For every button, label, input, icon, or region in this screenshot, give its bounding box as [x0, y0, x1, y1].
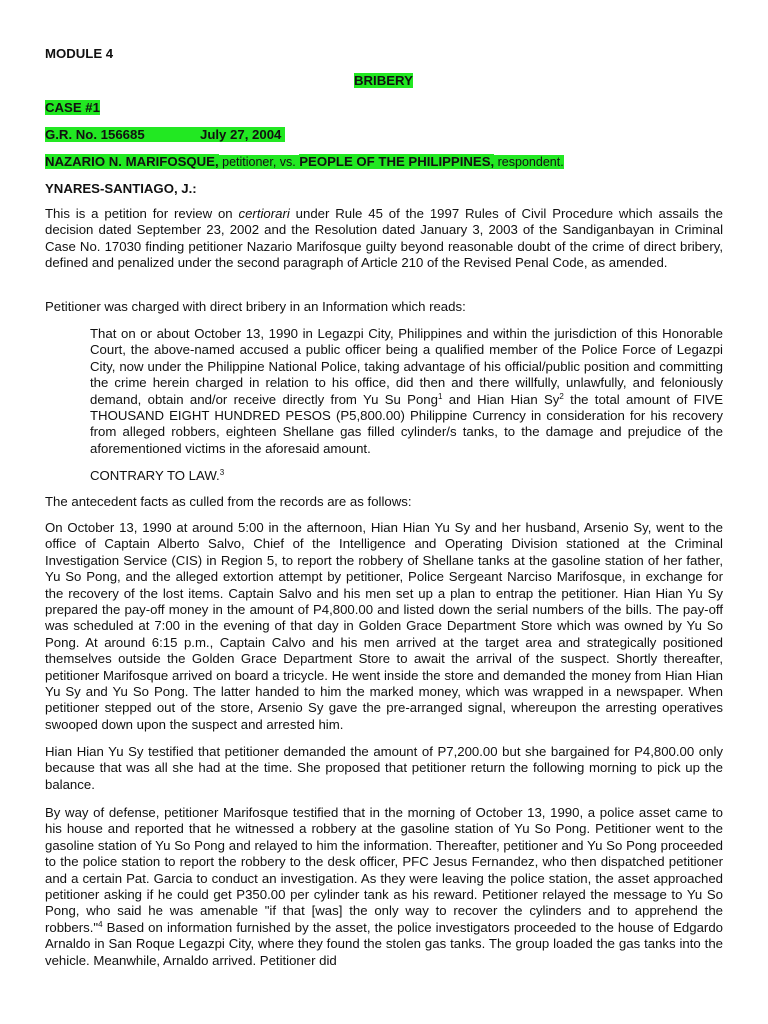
case-label: CASE #1: [45, 100, 100, 115]
gr-line: [45, 127, 285, 142]
footnote-ref: 1: [437, 391, 443, 401]
paragraph-facts: On October 13, 1990 at around 5:00 in the afternoon, Hian Hian Yu Sy and her husband, Arsenio Sy, went to the office of Captain Alberto Salvo, Chief of the Intelligence and Operating Division stationed at the Criminal Investigation Service (CIS) in Region 5, to report the robbery of Shellane tanks at the gasoline station of her father, Yu So Pong, and the alleged extortion attempt by petitioner, Police Sergeant Narciso Marifosque, in exchange for the recovery of the lost items. Captain Salvo and his men set up a plan to entrap the petitioner. Hian Hian Yu Sy prepared the pay-off money in the amount of P4,800.00 and listed down the serial numbers of the bills. The pay-off was scheduled at 7:00 in the evening of that day in Golden Grace Department Store which was owned by Yu So Pong. At around 6:15 p.m., Captain Calvo and his men arrived at the target area and strategically positioned themselves outside the Golden Grace Department Store to await the arrival of the suspect. Shortly thereafter, petitioner Marifosque arrived on board a tricycle. He went inside the store and demanded the money from Hian Hian Yu Sy and Yu So Pong. The latter handed to him the marked money, which was wrapped in a newspaper. When petitioner stepped out of the store, Arsenio Sy gave the pre-arranged signal, whereupon the arresting operatives swooped down upon the suspect and arrested him.: [45, 520, 723, 732]
paragraph-defense: By way of defense, petitioner Marifosque testified that in the morning of October 13, 1990, a police asset came to his house and reported that he witnessed a robbery at the gasoline station of Yu So Pong. Petitioner went to the gasoline station of Yu So Pong and relayed to him the information. Thereafter, petitioner and Yu So Pong proceeded to the police station to report the robbery to the desk officer, PFC Jesus Fernandez, who then dispatched petitioner and a certain Pat. Garcia to conduct an investigation. As they were leaving the police station, the asset approached petitioner asking if he could get P350.00 per cylinder tank as his reward. Petitioner relayed the message to Yu So Pong, who said he was amenable "if that [was] the only way to recover the cylinders and to apprehend the robbers."$^4$ Based on information furnished by the asset, the police investigators proceeded to the house of Edgardo Arnaldo in San Roque Legazpi City, where they found the stolen gas tanks. The group loaded the gas tanks into the vehicle. Meanwhile, Arnaldo arrived. Petitioner did: [45, 805, 723, 968]
information-quote: That on or about October 13, 1990 in Legazpi City, Philippines and within the jurisdiction of this Honorable Court, the above-named accused a public officer being a qualified member of the Police Force of Legazpi City, now under the Philippine National Police, taking advantage of his official/public position and committing the crime herein charged in relation to his office, did then and there willfully, unlawfully, and feloniously demand, obtain and/or receive directly from Yu Su Pong$^1$ and Hian Hian Sy$^2$ the total amount of FIVE THOUSAND EIGHT HUNDRED PESOS (P5,800.00) Philippine Currency in consideration for his recovery from alleged robbers, eighteen Shellane gas filled cylinder/s tanks, to the damage and prejudice of the aforementioned victims in the aforesaid amount.: [90, 326, 723, 456]
respondent-name: PEOPLE OF THE PHILIPPINES,: [299, 154, 495, 169]
gr-number: G.R. No. 156685: [45, 127, 179, 142]
paragraph-testimony: Hian Hian Yu Sy testified that petitioner demanded the amount of P7,200.00 but she bargained for P4,800.00 only because that was all she had at the time. She proposed that petitioner return the following morning to pick up the balance.: [45, 744, 723, 792]
ponente: YNARES-SANTIAGO, J.:: [45, 181, 197, 196]
petitioner-name: NAZARIO N. MARIFOSQUE,: [45, 154, 219, 169]
module-heading: MODULE 4: [45, 46, 114, 61]
respondent-role: respondent.: [494, 155, 564, 169]
paragraph-petition: This is a petition for review on certiorari under Rule 45 of the 1997 Rules of Civil Procedure which assails the decision dated September 23, 2002 and the Resolution dated January 3, 2003 of the Sandiganbayan in Criminal Case No. 17030 finding petitioner Nazario Marifosque guilty beyond reasonable doubt of the crime of direct bribery, defined and penalized under the second paragraph of Article 210 of the Revised Penal Code, as amended.: [45, 206, 724, 271]
footnote-ref: 3: [219, 468, 225, 477]
decision-date: July 27, 2004: [179, 127, 285, 142]
topic-heading: [354, 73, 413, 88]
contrary-to-law: CONTRARY TO LAW.$^3$: [90, 468, 225, 483]
topic-label: BRIBERY: [354, 73, 413, 88]
case-number: [45, 100, 100, 115]
paragraph-charge: Petitioner was charged with direct bribery in an Information which reads:: [45, 299, 466, 314]
footnote-ref: 2: [559, 391, 564, 401]
petitioner-role: petitioner, vs.: [218, 155, 300, 169]
paragraph-antecedent: The antecedent facts as culled from the records are as follows:: [45, 494, 412, 509]
parties-line: [45, 154, 564, 169]
footnote-ref: 4: [98, 919, 103, 929]
